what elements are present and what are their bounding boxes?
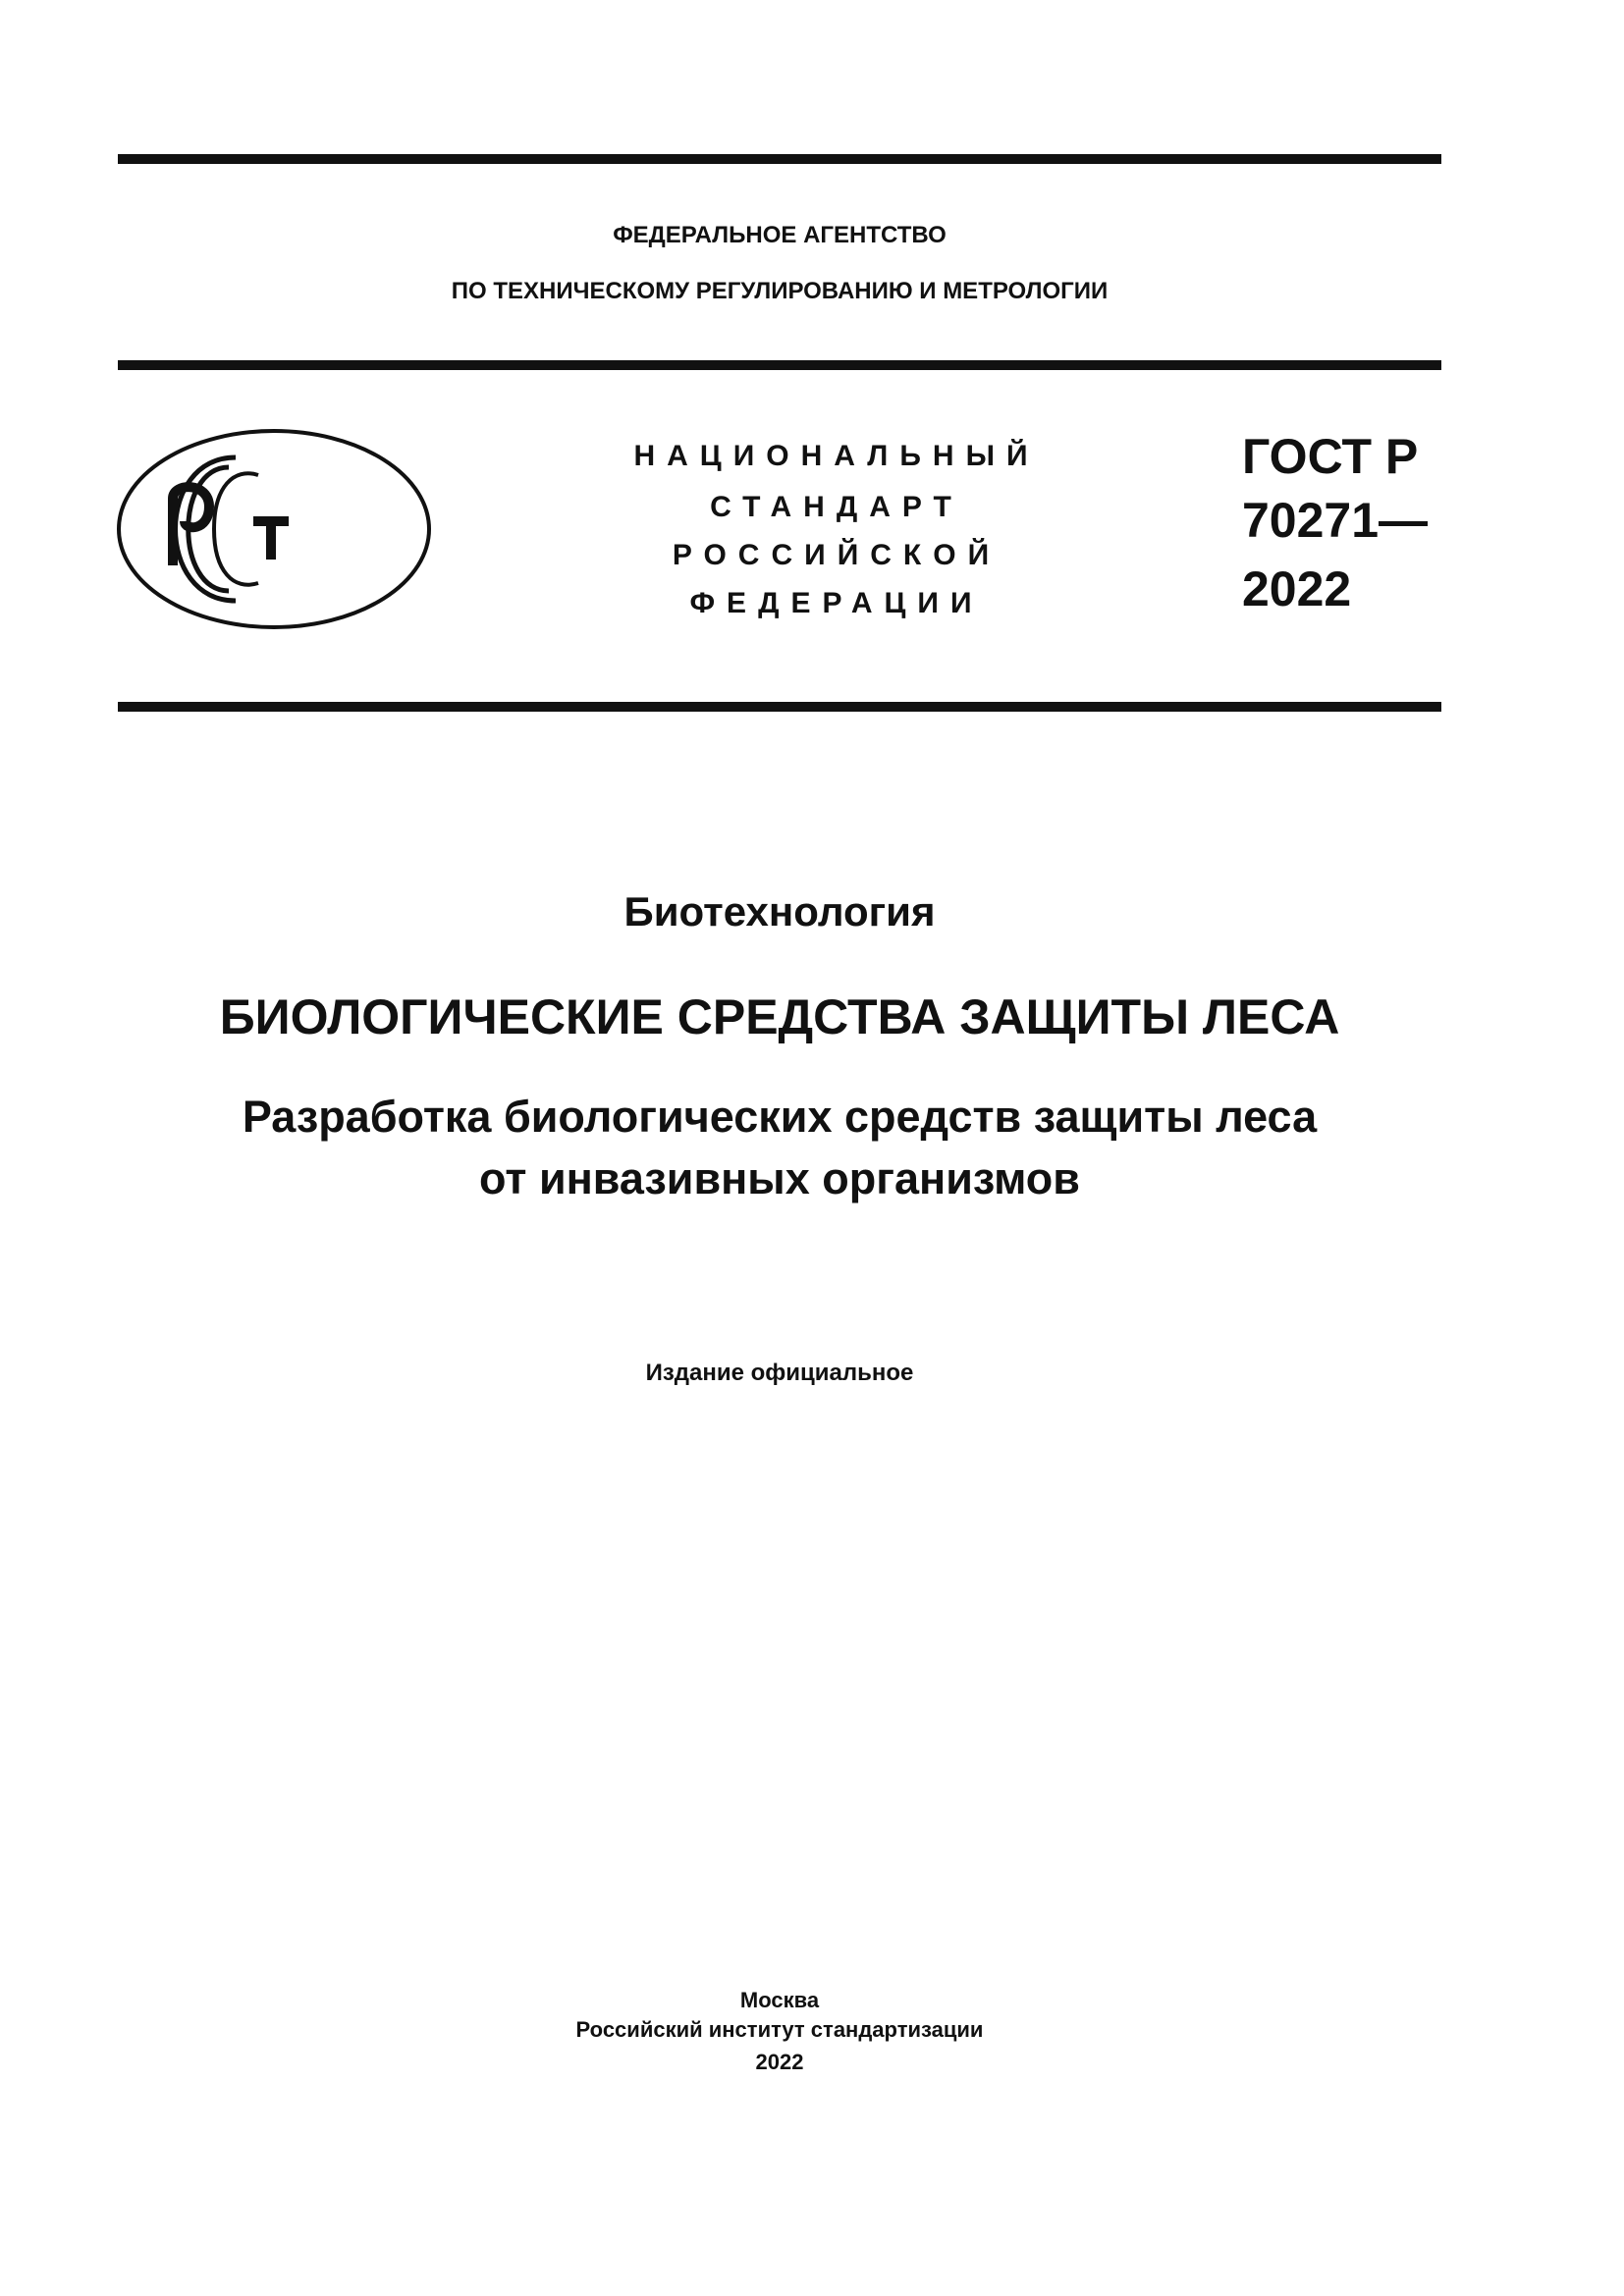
agency-line-2: ПО ТЕХНИЧЕСКОМУ РЕГУЛИРОВАНИЮ И МЕТРОЛОГИИ: [451, 278, 1109, 304]
designation-line-1: ГОСТ Р: [1242, 429, 1419, 484]
standard-type-line-1: НАЦИОНАЛЬНЫЙ: [633, 440, 1040, 472]
subtitle-line-2: от инвазивных организмов: [479, 1153, 1080, 1203]
main-title: БИОЛОГИЧЕСКИЕ СРЕДСТВА ЗАЩИТЫ ЛЕСА: [219, 989, 1340, 1044]
subtitle-line-1: Разработка биологических средств защиты леса: [242, 1092, 1318, 1142]
header-rule: [118, 360, 1441, 370]
footer-publisher: Российский институт стандартизации: [575, 2017, 984, 2042]
designation-line-3: 2022: [1242, 561, 1352, 616]
edition-label: Издание официальное: [645, 1360, 914, 1386]
top-rule: [118, 154, 1441, 164]
standard-type-line-2: СТАНДАРТ: [710, 491, 963, 523]
agency-line-1: ФЕДЕРАЛЬНОЕ АГЕНТСТВО: [613, 222, 947, 248]
header-bottom-rule: [118, 702, 1441, 712]
designation-line-2: 70271—: [1242, 493, 1429, 548]
footer-year: 2022: [755, 2050, 804, 2074]
standard-type-line-3: РОССИЙСКОЙ: [672, 539, 1001, 571]
standard-type-line-4: ФЕДЕРАЦИИ: [689, 587, 984, 619]
rst-logo-icon: [116, 428, 432, 630]
topic-title: Биотехнология: [623, 888, 936, 934]
footer-city: Москва: [739, 1988, 820, 2012]
